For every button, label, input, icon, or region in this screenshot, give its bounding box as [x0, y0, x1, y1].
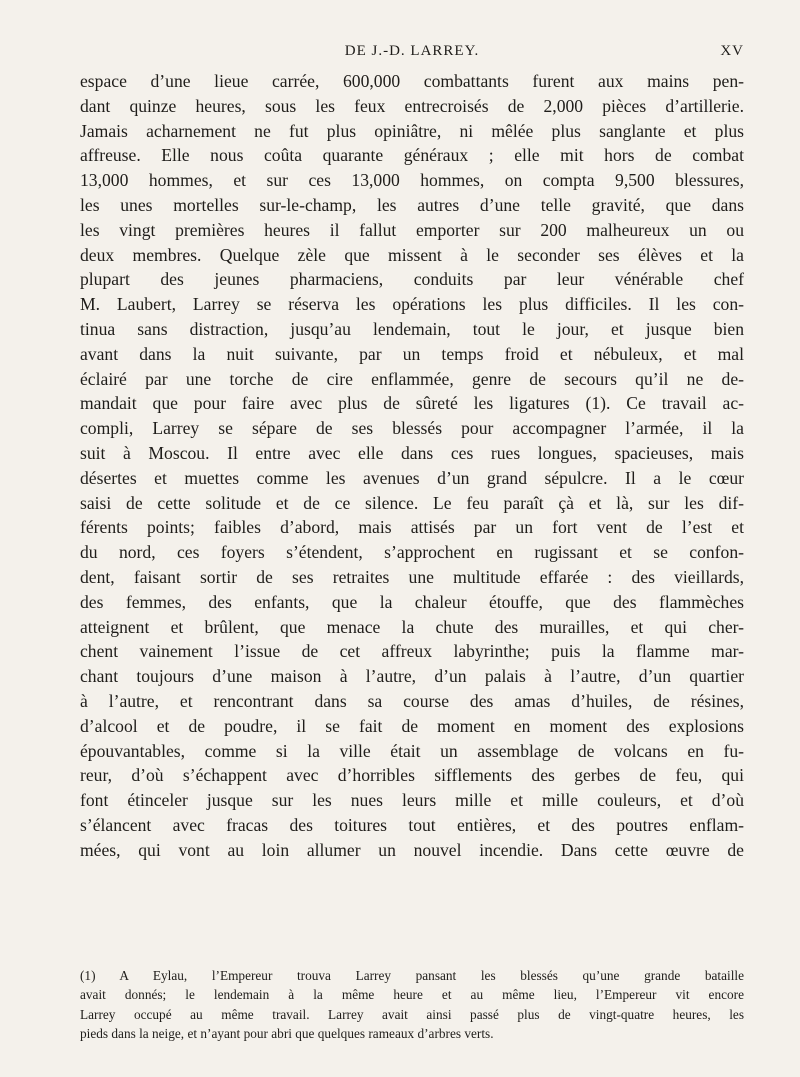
- text-line: dent, faisant sortir de ses retraites une multitude effarée : des vieillards,: [80, 566, 744, 587]
- text-line: mées, qui vont au loin allumer un nouvel incendie. Dans cette œuvre de: [80, 839, 744, 860]
- text-line: d’alcool et de poudre, il se fait de moment en moment des explosions: [80, 715, 744, 736]
- footnote-line: (1) A Eylau, l’Empereur trouva Larrey pansant les blessés qu’une grande bataille: [80, 968, 744, 983]
- text-line: deux membres. Quelque zèle que missent à le seconder ses élèves et la: [80, 244, 744, 265]
- footnote-line: avait donnés; le lendemain à la même heure et au même lieu, l’Empereur vit encore: [80, 987, 744, 1003]
- text-line: du nord, ces foyers s’étendent, s’approchent en rugissant et se confon-: [80, 542, 744, 563]
- text-line: M. Laubert, Larrey se réserva les opérations les plus difficiles. Il les con-: [80, 294, 744, 315]
- text-line: tinua sans distraction, jusqu’au lendemain, tout le jour, et jusque bien: [80, 318, 744, 339]
- running-header: [80, 43, 744, 63]
- text-line: chant toujours d’une maison à l’autre, d’un palais à l’autre, d’un quartier: [80, 666, 744, 687]
- text-line: désertes et muettes comme les avenues d’un grand sépulcre. Il a le cœur: [80, 467, 744, 488]
- text-line: compli, Larrey se sépare de ses blessés pour accompagner l’armée, il la: [80, 418, 744, 439]
- text-line: épouvantables, comme si la ville était un assemblage de volcans en fu-: [80, 740, 744, 761]
- footnote-line: Larrey occupé au même travail. Larrey avait ainsi passé plus de vingt-quatre heures, les: [80, 1006, 744, 1022]
- text-line: éclairé par une torche de cire enflammée, genre de secours qu’il ne de-: [80, 368, 744, 389]
- running-title: DE J.-D. LARREY.: [344, 43, 480, 59]
- text-line: dant quinze heures, sous les feux entrecroisés de 2,000 pièces d’artillerie.: [80, 95, 744, 116]
- text-line: les unes mortelles sur-le-champ, les autres d’une telle gravité, que dans: [80, 194, 744, 215]
- text-line: férents points; faibles d’abord, mais attisés par un fort vent de l’est et: [80, 517, 744, 538]
- text-line: Jamais acharnement ne fut plus opiniâtre, ni mêlée plus sanglante et plus: [80, 120, 744, 141]
- footnote: [80, 966, 744, 1043]
- footnote-line: pieds dans la neige, et n’ayant pour abri que quelques rameaux d’arbres verts.: [80, 1025, 494, 1041]
- text-line: des femmes, des enfants, que la chaleur étouffe, que des flammèches: [80, 591, 744, 612]
- text-line: suit à Moscou. Il entre avec elle dans ces rues longues, spacieuses, mais: [80, 442, 744, 463]
- text-line: à l’autre, et rencontrant dans sa course des amas d’huiles, de résines,: [80, 690, 744, 711]
- text-line: espace d’une lieue carrée, 600,000 combattants furent aux mains pen-: [80, 71, 744, 91]
- text-line: s’élancent avec fracas des toitures tout entières, et des poutres enflam-: [80, 814, 744, 835]
- text-line: avant dans la nuit suivante, par un temps froid et nébuleux, et mal: [80, 343, 744, 364]
- text-line: affreuse. Elle nous coûta quarante généraux ; elle mit hors de combat: [80, 145, 744, 166]
- text-line: saisi de cette solitude et de ce silence. Le feu paraît çà et là, sur les dif-: [80, 492, 744, 513]
- text-line: atteignent et brûlent, que menace la chute des murailles, et qui cher-: [80, 616, 744, 637]
- text-line: reur, d’où s’échappent avec d’horribles sifflements des gerbes de feu, qui: [80, 765, 744, 786]
- text-line: plupart des jeunes pharmaciens, conduits par leur vénérable chef: [80, 269, 744, 290]
- text-line: mandait que pour faire avec plus de sûreté les ligatures (1). Ce travail ac-: [80, 393, 744, 414]
- text-line: font étinceler jusque sur les nues leurs mille et mille couleurs, et d’où: [80, 790, 744, 811]
- text-line: 13,000 hommes, et sur ces 13,000 hommes, on compta 9,500 blessures,: [80, 170, 744, 191]
- main-text: [80, 69, 744, 863]
- text-line: chent vainement l’issue de cet affreux labyrinthe; puis la flamme mar-: [80, 641, 744, 662]
- page-number: XV: [720, 43, 744, 59]
- text-line: les vingt premières heures il fallut emporter sur 200 malheureux un ou: [80, 219, 744, 240]
